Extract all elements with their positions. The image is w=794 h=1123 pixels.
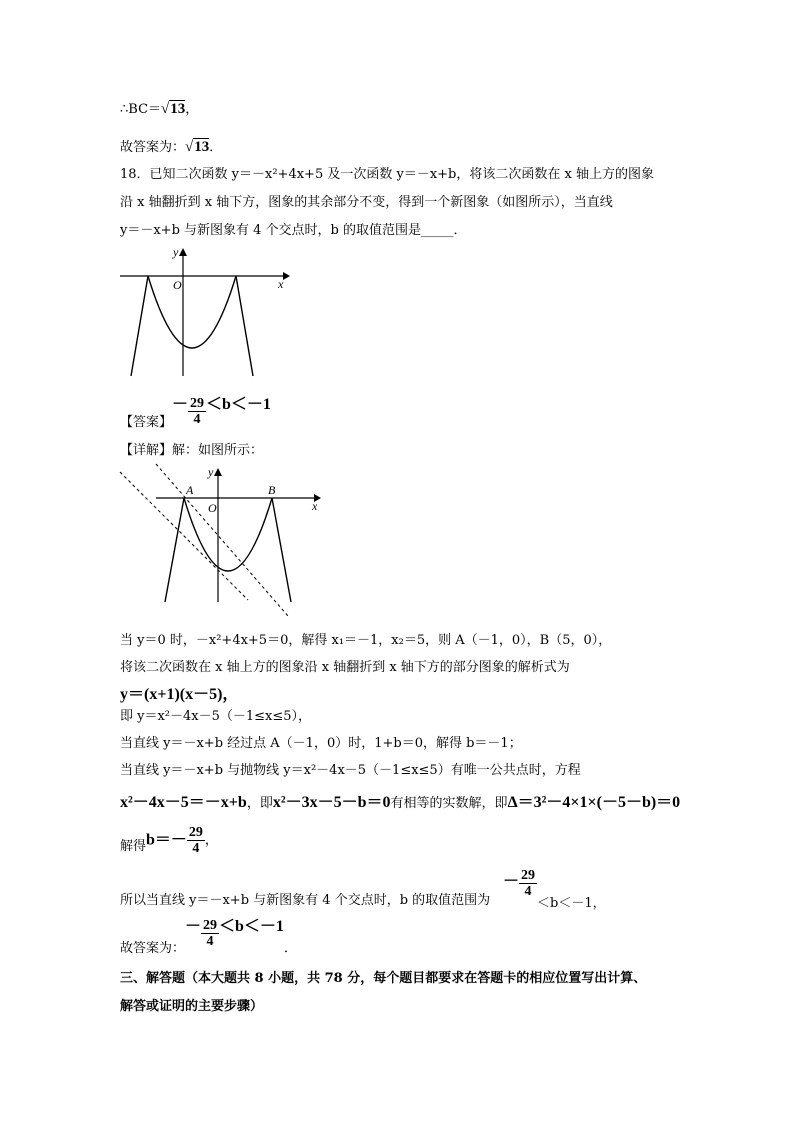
answer-fraction (188, 396, 206, 427)
label-x: x (278, 277, 284, 291)
step-3: y＝(x+1)(x－5)， (120, 686, 239, 703)
answer-prev-suffix: ． (209, 140, 223, 155)
step-10-rest: ＜b＜－1 (219, 918, 284, 935)
problem-line-2: 沿 x 轴翻折到 x 轴下方，图象的其余部分不变，得到一个新图象（如图所示），当直线 (120, 195, 613, 210)
answer-prev-prefix: 故答案为： (120, 140, 186, 155)
sqrt-13-b: √13 (185, 139, 210, 155)
answer-label: 【答案】 (120, 415, 173, 430)
step-2: 将该二次函数在 x 轴上方的图象沿 x 轴翻折到 x 轴下方的部分图象的解析式为 (120, 660, 570, 675)
step-10-fraction (201, 918, 219, 949)
step-10-num: 29 (203, 918, 218, 933)
step-10-den: 4 (206, 934, 214, 949)
x-arrow (283, 272, 290, 280)
answer-num: 29 (190, 396, 205, 411)
step-10-label: 故答案为： (120, 941, 186, 956)
parabola-folded-2 (184, 498, 272, 571)
step-9-den: 4 (524, 884, 532, 899)
left-branch-2 (165, 498, 184, 602)
radicand: 13 (170, 101, 186, 117)
label-y-2: y (208, 465, 214, 479)
answer-den: 4 (193, 412, 201, 427)
step-8-b: b＝－ (146, 831, 187, 849)
step-8 (120, 816, 218, 856)
problem-line-3: y＝－x+b 与新图象有 4 个交点时，b 的取值范围是_____． (120, 223, 467, 238)
eq-1: x²－4x－5＝－x+b (120, 794, 247, 811)
step-8-solve: 解得 (120, 839, 147, 854)
label-y: y (173, 245, 179, 259)
step-7-ji: ，即 (246, 796, 273, 811)
step-9-range (503, 868, 606, 911)
step-8-den: 4 (192, 841, 200, 856)
step-9-num: 29 (521, 868, 536, 883)
step-6: 当直线 y＝－x+b 与抛物线 y＝x²－4x－5（－1≤x≤5）有唯一公共点时，方程 (120, 763, 581, 778)
y-arrow-2 (214, 468, 222, 476)
section-3-line-1: 三、解答题（本大题共 8 小题，共 78 分，每个题目都要求在答题卡的相应位置写出计算、 (120, 971, 647, 986)
label-o: O (173, 278, 182, 292)
step-10-end: ． (283, 941, 297, 956)
right-branch-2 (272, 498, 291, 602)
step-8-num: 29 (188, 825, 203, 840)
step-10 (120, 918, 297, 958)
step-9-fraction (519, 868, 537, 899)
line-answer-prev (120, 138, 222, 157)
step-9: 所以当直线 y＝－x+b 与新图象有 4 个交点时，b 的取值范围为 (120, 893, 491, 908)
step-9-minus: － (503, 873, 520, 890)
detail-label: 【详解】解：如图所示： (120, 443, 264, 458)
bc-prefix: ∴BC＝ (120, 102, 162, 117)
label-b: B (268, 483, 276, 497)
step-9-rest: ＜b＜－1， (537, 896, 606, 911)
dashed-line-1 (120, 472, 248, 600)
problem-line-1: 18．已知二次函数 y＝－x²+4x+5 及一次函数 y＝－x+b，将该二次函数在 x 轴上方的图象 (120, 167, 654, 182)
sqrt-13: √13 (161, 101, 186, 117)
bc-suffix: ， (185, 102, 199, 117)
parabola-folded (148, 276, 236, 348)
step-7-equal-roots: 有相等的实数解，即 (390, 796, 508, 811)
answer-line (120, 396, 271, 432)
label-a: A (186, 483, 194, 497)
y-arrow (179, 248, 187, 256)
answer-minus: － (172, 396, 189, 413)
step-7 (120, 794, 680, 813)
step-5: 当直线 y＝－x+b 经过点 A（－1，0）时，1+b＝0，解得 b＝－1； (120, 736, 522, 751)
step-1: 当 y＝0 时，－x²+4x+5＝0，解得 x₁＝－1，x₂＝5，则 A（－1，0），B（5，0）， (120, 633, 612, 648)
eq-discriminant: Δ＝3²－4×1×(－5－b)＝0 (507, 794, 681, 811)
figure-1 (118, 244, 298, 380)
step-4: 即 y＝x²－4x－5（－1≤x≤5）， (120, 709, 312, 724)
line-bc (120, 100, 198, 119)
step-10-minus: － (185, 918, 202, 935)
section-3-line-2: 解答或证明的主要步骤） (120, 999, 264, 1014)
left-branch (131, 276, 148, 376)
eq-2: x²－3x－5－b＝0 (272, 794, 391, 811)
answer-rest: ＜b＜－1 (206, 396, 271, 413)
label-o-2: O (208, 501, 217, 515)
right-branch (236, 276, 253, 376)
step-8-end: ， (204, 833, 218, 848)
label-x-2: x (312, 499, 318, 513)
step-8-fraction (187, 825, 205, 856)
figure-2 (118, 462, 328, 624)
radicand-b: 13 (194, 139, 210, 155)
